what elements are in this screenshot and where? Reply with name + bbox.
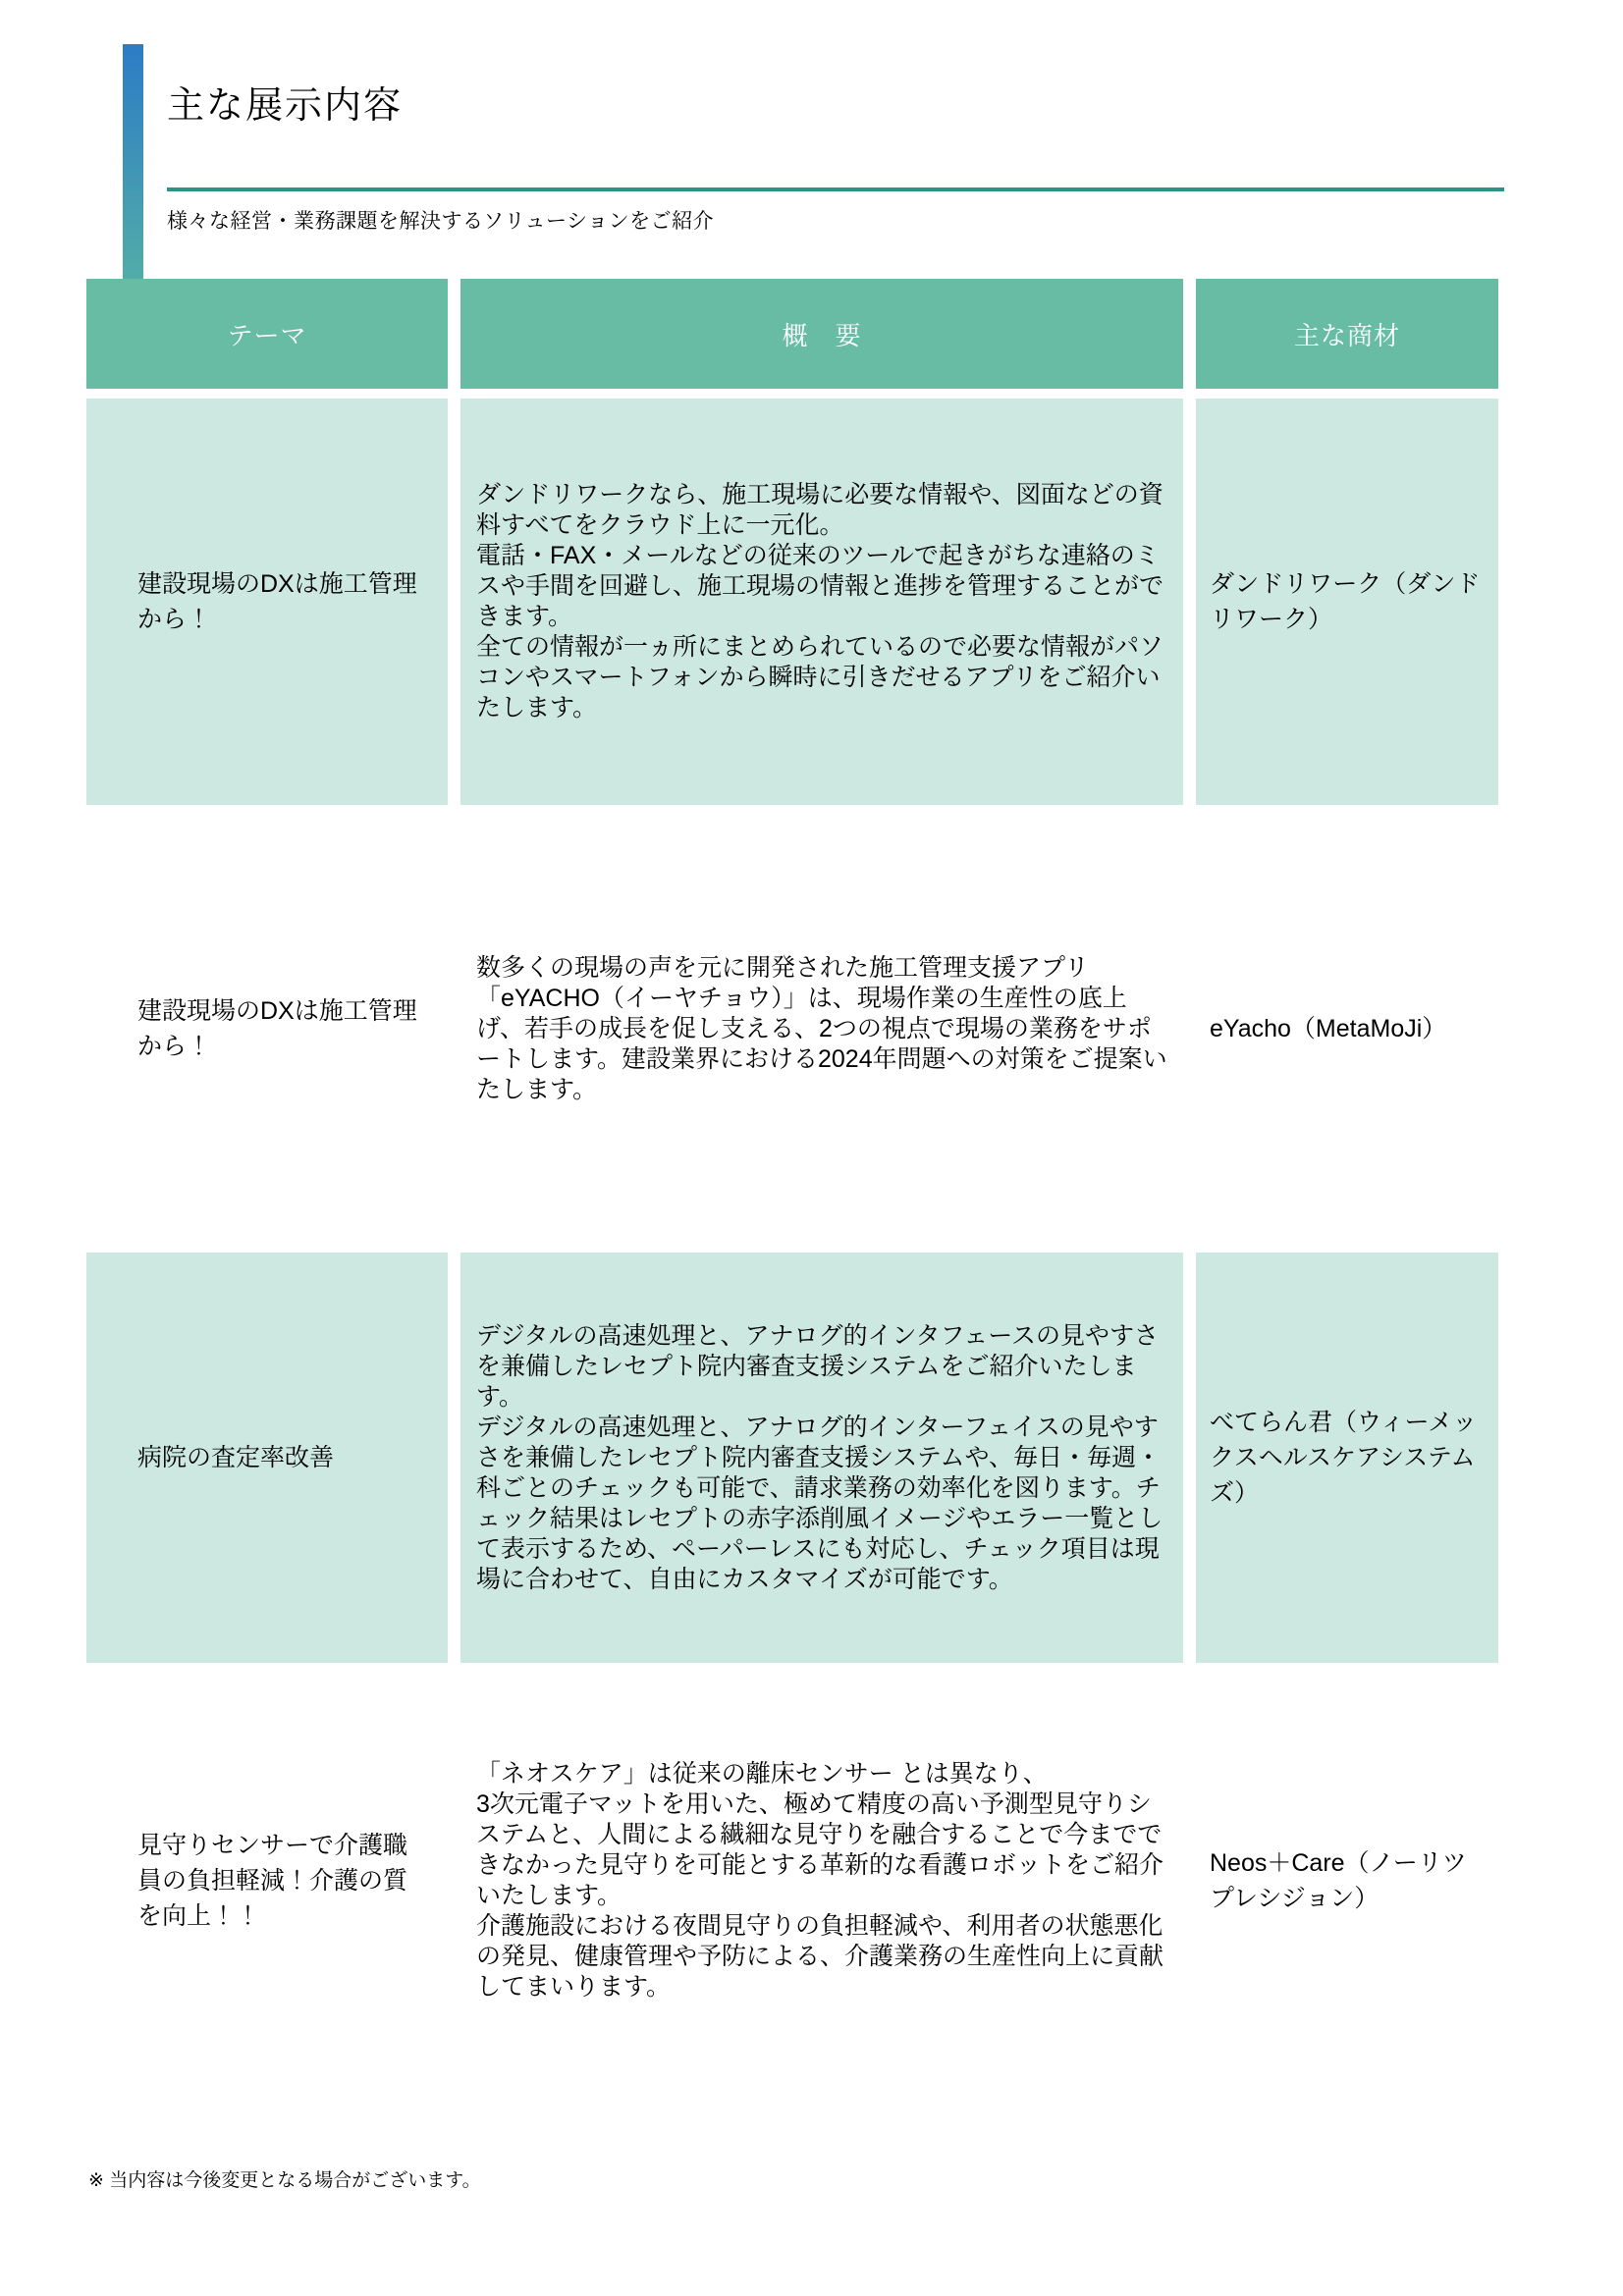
overview-paragraph: 3次元電子マットを用いた、極めて精度の高い予測型見守りシステムと、人間による繊細な見守りを融合することで今までできなかった見守りを可能とする革新的な看護ロボットをご紹介いたします。 bbox=[476, 1790, 1164, 1909]
overview-paragraph: デジタルの高速処理と、アナログ的インターフェイスの見やすさを兼備したレセプト院内審査支援システムや、毎日・毎週・科ごとのチェックも可能で、請求業務の効率化を図ります。チェック結果はレセプトの赤字添削風イメージやエラー一覧として表示するため、ペーパーレスにも対応し、チェック項目は現場に合わせて、自由にカスタマイズが可能です。 bbox=[476, 1413, 1163, 1593]
overview-paragraph: 介護施設における夜間見守りの負担軽減や、利用者の状態悪化の発見、健康管理や予防による、介護業務の生産性向上に貢献してまいります。 bbox=[476, 1912, 1164, 2001]
column-header-product: 主な商材 bbox=[1196, 279, 1498, 389]
page-subtitle: 様々な経営・業務課題を解決するソリューションをご紹介 bbox=[167, 210, 715, 233]
overview-paragraph: 電話・FAX・メールなどの従来のツールで起きがちな連絡のミスや手間を回避し、施工現場の情報と進捗を管理することができます。 bbox=[476, 542, 1164, 630]
footnote: ※ 当内容は今後変更となる場合がございます。 bbox=[88, 2170, 481, 2191]
table-row-4-overview bbox=[460, 1673, 1183, 2089]
table-row-3-overview bbox=[460, 1253, 1183, 1663]
table-row-2-product: eYacho（MetaMoJi） bbox=[1196, 815, 1498, 1243]
overview-paragraph: 「eYACHO（イーヤチョウ）」は、現場作業の生産性の底上げ、若手の成長を促し支える、2つの視点で現場の業務をサポートします。建設業界における2024年問題への対策をご提案いたします。 bbox=[476, 984, 1167, 1103]
page-title: 主な展示内容 bbox=[167, 85, 404, 127]
table-row-4-theme: 見守りセンサーで介護職員の負担軽減！介護の質を向上！！ bbox=[86, 1673, 448, 2089]
title-underline bbox=[167, 187, 1504, 191]
column-header-overview: 概 要 bbox=[460, 279, 1183, 389]
table-row-3-product: べてらん君（ウィーメックスヘルスケアシステムズ） bbox=[1196, 1253, 1498, 1663]
table-row-4-product: Neos＋Care（ノーリツプレシジョン） bbox=[1196, 1673, 1498, 2089]
overview-paragraph: 「ネオスケア」は従来の離床センサー とは異なり、 bbox=[476, 1760, 1048, 1788]
overview-paragraph: デジタルの高速処理と、アナログ的インタフェースの見やすさを兼備したレセプト院内審査支援システムをご紹介いたします。 bbox=[476, 1321, 1160, 1411]
table-row-3-theme: 病院の査定率改善 bbox=[86, 1253, 448, 1663]
exhibit-table bbox=[86, 279, 1498, 2089]
overview-paragraph: ダンドリワークなら、施工現場に必要な情報や、図面などの資料すべてをクラウド上に一元化。 bbox=[476, 481, 1163, 539]
table-row-1-overview bbox=[460, 399, 1183, 805]
overview-paragraph: 数多くの現場の声を元に開発された施工管理支援アプリ bbox=[476, 953, 1090, 982]
table-row-2-overview bbox=[460, 815, 1183, 1243]
table-row-1-product: ダンドリワーク（ダンドリワーク） bbox=[1196, 399, 1498, 805]
column-header-theme: テーマ bbox=[86, 279, 448, 389]
table-row-1-theme: 建設現場のDXは施工管理から！ bbox=[86, 399, 448, 805]
table-row-2-theme: 建設現場のDXは施工管理から！ bbox=[86, 815, 448, 1243]
overview-paragraph: 全ての情報が一ヵ所にまとめられているので必要な情報がパソコンやスマートフォンから瞬時に引きだせるアプリをご紹介いたします。 bbox=[476, 633, 1164, 721]
